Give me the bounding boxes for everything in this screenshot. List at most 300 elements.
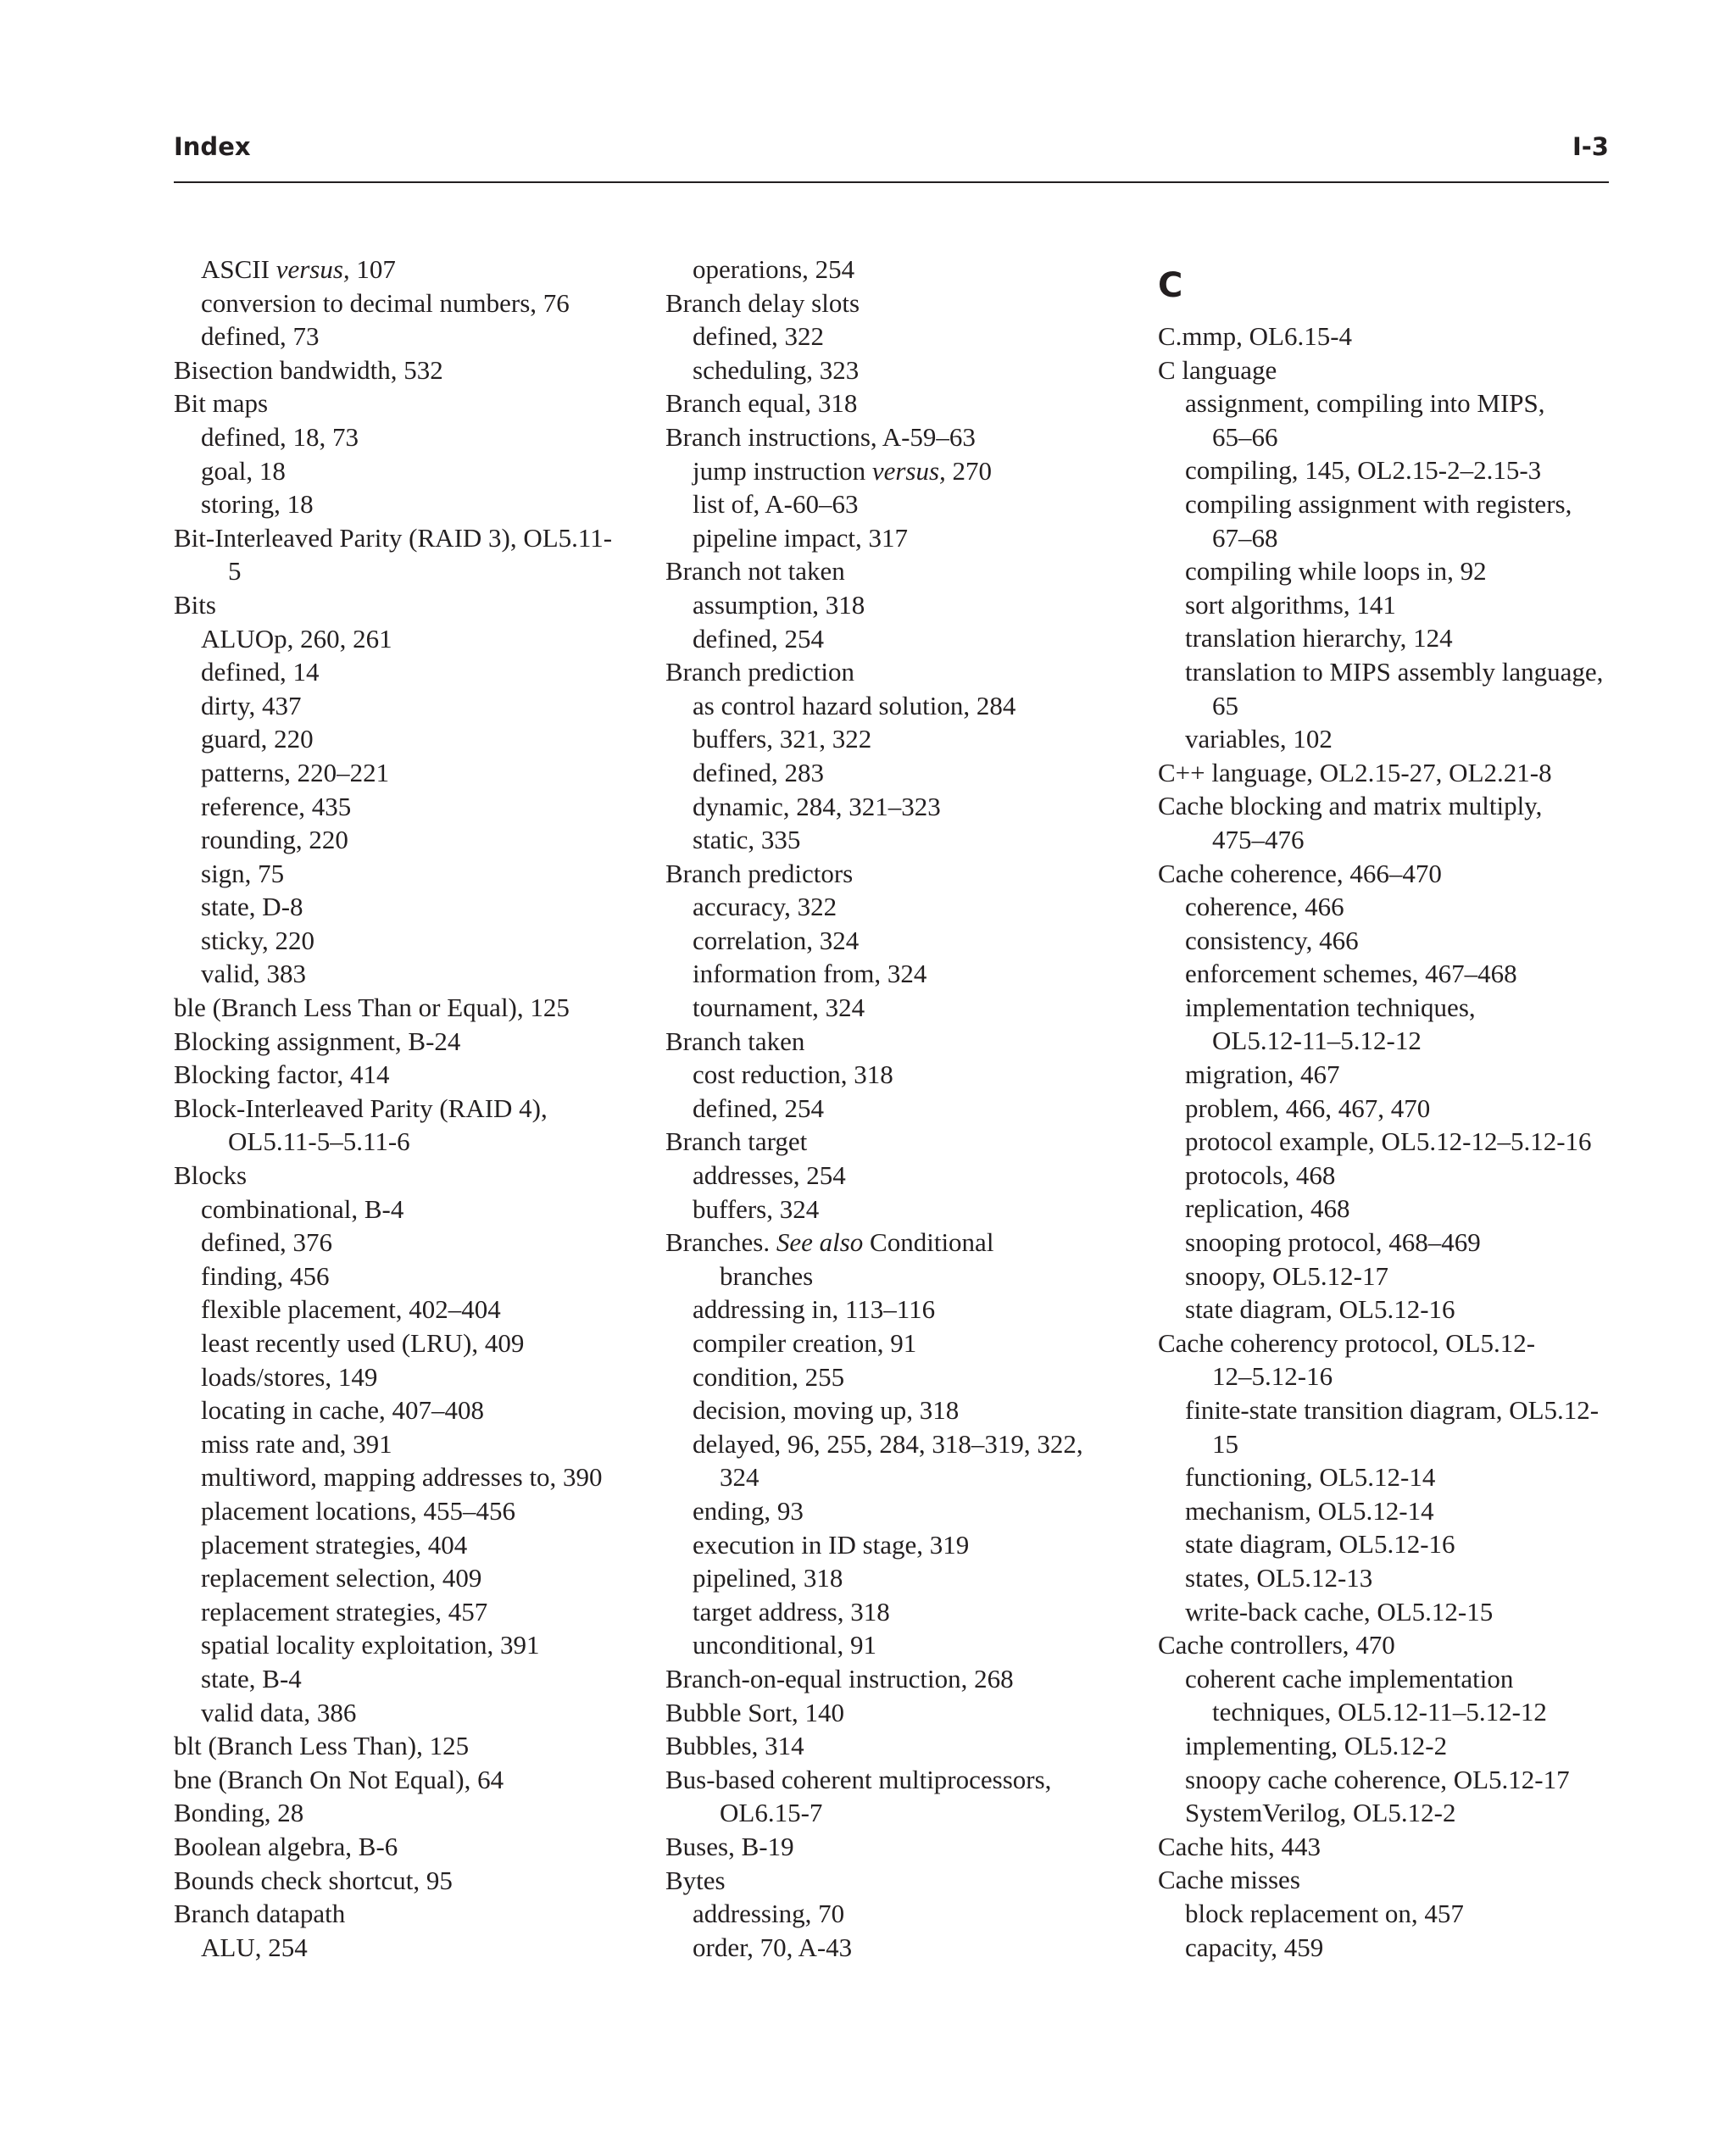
index-subentry xyxy=(174,1494,648,1528)
index-subentry xyxy=(665,320,1140,353)
entry-text: 65–66 xyxy=(1212,421,1278,452)
index-subentry xyxy=(665,1528,1140,1562)
index-subentry xyxy=(1158,420,1616,454)
index-subentry xyxy=(174,1561,648,1595)
entry-text: Blocking factor, 414 xyxy=(174,1059,390,1090)
entry-text: techniques, OL5.12-11–5.12-12 xyxy=(1212,1697,1547,1727)
entry-text: defined, 376 xyxy=(201,1227,332,1258)
index-entry xyxy=(665,1763,1140,1797)
index-subentry xyxy=(174,1528,648,1562)
entry-text: pipeline impact, 317 xyxy=(693,522,908,553)
entry-text: state, B-4 xyxy=(201,1663,302,1693)
index-entry xyxy=(1158,353,1616,387)
index-subentry xyxy=(174,1460,648,1494)
entry-text: defined, 73 xyxy=(201,321,320,352)
entry-text: operations, 254 xyxy=(693,254,855,284)
index-entry xyxy=(1158,1863,1616,1897)
index-entry xyxy=(665,1796,1140,1830)
index-subentry xyxy=(1158,1427,1616,1461)
index-subentry xyxy=(1158,621,1616,655)
entry-text: buffers, 321, 322 xyxy=(693,724,872,754)
index-subentry xyxy=(174,924,648,958)
index-subentry xyxy=(665,890,1140,924)
index-column-3 xyxy=(1158,253,1616,1964)
entry-text: 107 xyxy=(349,254,396,284)
entry-text: Boolean algebra, B-6 xyxy=(174,1831,398,1861)
entry-text: list of, A-60–63 xyxy=(693,489,859,520)
entry-text: 5 xyxy=(228,556,242,587)
index-subentry xyxy=(174,1427,648,1461)
index-subentry xyxy=(174,622,648,656)
index-subentry xyxy=(665,521,1140,555)
entry-text: decision, moving up, 318 xyxy=(693,1395,960,1426)
index-subentry xyxy=(174,1931,648,1965)
entry-text: ending, 93 xyxy=(693,1495,804,1526)
entry-text: cost reduction, 318 xyxy=(693,1059,893,1090)
entry-text: tournament, 324 xyxy=(693,993,865,1023)
index-subentry xyxy=(174,655,648,689)
index-subentry xyxy=(1158,1494,1616,1528)
index-subentry xyxy=(665,1393,1140,1427)
index-entry xyxy=(174,386,648,420)
index-subentry xyxy=(1158,1092,1616,1126)
index-subentry xyxy=(174,420,648,454)
index-subentry xyxy=(1158,1125,1616,1159)
entry-text: translation to MIPS assembly language, xyxy=(1185,656,1604,687)
section-letter: C xyxy=(1158,266,1183,305)
entry-text: write-back cache, OL5.12-15 xyxy=(1185,1596,1494,1627)
entry-text: branches xyxy=(720,1260,814,1291)
header-rule xyxy=(174,181,1609,183)
index-subentry xyxy=(665,1326,1140,1360)
entry-text: bne (Branch On Not Equal), 64 xyxy=(174,1764,504,1794)
entry-text: snooping protocol, 468–469 xyxy=(1185,1227,1481,1258)
index-subentry xyxy=(665,1931,1140,1965)
index-entry xyxy=(174,1092,648,1126)
index-subentry xyxy=(1158,1695,1616,1729)
entry-text: unconditional, 91 xyxy=(693,1630,876,1660)
entry-text: conversion to decimal numbers, 76 xyxy=(201,287,570,318)
index-entry xyxy=(665,286,1140,320)
entry-text: defined, 18, 73 xyxy=(201,421,359,452)
index-subentry xyxy=(1158,1058,1616,1092)
index-subentry xyxy=(1158,1460,1616,1494)
index-subentry xyxy=(665,588,1140,622)
entry-text: dirty, 437 xyxy=(201,690,302,720)
entry-text: 12–5.12-16 xyxy=(1212,1361,1333,1392)
index-subentry xyxy=(665,1193,1140,1226)
index-subentry xyxy=(1158,1763,1616,1797)
entry-text: Branch delay slots xyxy=(665,287,860,318)
index-subentry xyxy=(665,756,1140,790)
index-subentry xyxy=(174,1226,648,1260)
index-subentry xyxy=(1158,1293,1616,1326)
entry-text: state diagram, OL5.12-16 xyxy=(1185,1294,1455,1325)
entry-text: protocol example, OL5.12-12–5.12-16 xyxy=(1185,1126,1592,1157)
entry-text: compiling assignment with registers, xyxy=(1185,488,1572,519)
entry-text: enforcement schemes, 467–468 xyxy=(1185,959,1517,989)
entry-text: protocols, 468 xyxy=(1185,1159,1336,1190)
entry-text: static, 335 xyxy=(693,825,801,855)
entry-text: defined, 283 xyxy=(693,757,824,787)
entry-text: versus, xyxy=(275,254,350,284)
index-subentry xyxy=(1158,890,1616,924)
entry-text: Cache misses xyxy=(1158,1865,1300,1895)
index-subentry xyxy=(665,1628,1140,1662)
entry-text: Branch predictors xyxy=(665,858,854,888)
index-subentry xyxy=(1158,487,1616,521)
index-subentry xyxy=(1158,689,1616,723)
entry-text: versus, xyxy=(871,455,946,486)
entry-text: defined, 254 xyxy=(693,623,824,653)
index-entry xyxy=(174,1058,648,1092)
entry-text: C language xyxy=(1158,354,1277,385)
index-subentry xyxy=(665,1360,1140,1394)
index-subentry xyxy=(665,1494,1140,1528)
entry-text: finite-state transition diagram, OL5.12- xyxy=(1185,1395,1600,1425)
page-number: I-3 xyxy=(1572,132,1609,161)
index-entry xyxy=(665,1025,1140,1059)
index-subentry xyxy=(174,1595,648,1629)
entry-text: storing, 18 xyxy=(201,489,314,520)
entry-text: C.mmp, OL6.15-4 xyxy=(1158,321,1353,351)
index-subentry xyxy=(1158,386,1616,420)
index-subentry xyxy=(665,1092,1140,1126)
index-subentry xyxy=(174,823,648,857)
index-subentry xyxy=(174,957,648,991)
index-subentry xyxy=(1158,554,1616,588)
entry-text: implementation techniques, xyxy=(1185,992,1476,1022)
index-subentry xyxy=(665,1427,1140,1461)
index-subentry xyxy=(174,1326,648,1360)
index-subentry xyxy=(665,924,1140,958)
index-subentry xyxy=(665,991,1140,1025)
index-entry xyxy=(665,1125,1140,1159)
entry-text: replacement strategies, 457 xyxy=(201,1596,488,1627)
index-subentry xyxy=(665,487,1140,521)
index-entry xyxy=(174,1830,648,1864)
entry-text: addresses, 254 xyxy=(693,1160,846,1191)
entry-text: Branch taken xyxy=(665,1026,805,1056)
index-subentry xyxy=(174,1628,648,1662)
entry-text: snoopy cache coherence, OL5.12-17 xyxy=(1185,1764,1570,1794)
index-entry xyxy=(174,1796,648,1830)
entry-text: assumption, 318 xyxy=(693,589,865,620)
entry-text: Branch-on-equal instruction, 268 xyxy=(665,1663,1014,1693)
index-entry xyxy=(665,386,1140,420)
index-entry xyxy=(174,1864,648,1898)
entry-text: Blocking assignment, B-24 xyxy=(174,1026,461,1056)
index-subentry xyxy=(665,622,1140,656)
entry-text: Buses, B-19 xyxy=(665,1831,794,1861)
entry-text: Conditional xyxy=(863,1227,994,1258)
index-entry xyxy=(174,1125,648,1159)
index-column-2 xyxy=(665,253,1140,1964)
entry-text: variables, 102 xyxy=(1185,724,1333,754)
entry-text: jump instruction xyxy=(693,455,872,486)
index-subentry xyxy=(1158,722,1616,756)
index-entry xyxy=(665,1830,1140,1864)
index-subentry xyxy=(665,454,1140,488)
entry-text: defined, 322 xyxy=(693,321,824,352)
index-entry xyxy=(1158,320,1616,353)
running-head-title: Index xyxy=(174,132,251,161)
entry-text: mechanism, OL5.12-14 xyxy=(1185,1495,1434,1526)
index-subentry xyxy=(665,689,1140,723)
entry-text: Cache coherence, 466–470 xyxy=(1158,858,1442,888)
index-subentry xyxy=(174,689,648,723)
index-entry xyxy=(174,1763,648,1797)
entry-text: translation hierarchy, 124 xyxy=(1185,623,1453,653)
index-subentry xyxy=(665,1561,1140,1595)
entry-text: assignment, compiling into MIPS, xyxy=(1185,388,1545,419)
index-subentry xyxy=(665,823,1140,857)
index-subentry xyxy=(1158,1360,1616,1393)
index-subentry xyxy=(1158,1192,1616,1226)
entry-text: sticky, 220 xyxy=(201,925,315,955)
index-entry xyxy=(1158,1326,1616,1360)
entry-text: target address, 318 xyxy=(693,1596,890,1627)
entry-text: Branch target xyxy=(665,1126,808,1157)
entry-text: C++ language, OL2.15-27, OL2.21-8 xyxy=(1158,757,1552,787)
entry-text: valid, 383 xyxy=(201,959,306,989)
entry-text: migration, 467 xyxy=(1185,1059,1340,1090)
entry-text: Branch equal, 318 xyxy=(665,388,858,419)
entry-text: states, OL5.12-13 xyxy=(1185,1562,1373,1593)
entry-text: flexible placement, 402–404 xyxy=(201,1294,501,1325)
index-entry xyxy=(1158,857,1616,891)
entry-text: Bit maps xyxy=(174,388,269,419)
index-entry xyxy=(665,1662,1140,1696)
entry-text: placement strategies, 404 xyxy=(201,1529,468,1560)
entry-text: locating in cache, 407–408 xyxy=(201,1395,485,1426)
index-subentry xyxy=(174,1360,648,1394)
entry-text: least recently used (LRU), 409 xyxy=(201,1328,525,1358)
entry-text: pipelined, 318 xyxy=(693,1563,843,1593)
index-subentry xyxy=(1158,588,1616,622)
entry-text: state, D-8 xyxy=(201,892,303,922)
index-subentry xyxy=(1158,1561,1616,1595)
entry-text: Branch not taken xyxy=(665,556,845,587)
entry-text: ALUOp, 260, 261 xyxy=(201,623,392,653)
index-subentry xyxy=(1158,1159,1616,1193)
entry-text: OL5.12-11–5.12-12 xyxy=(1212,1026,1422,1056)
index-subentry xyxy=(665,253,1140,286)
index-entry xyxy=(665,1729,1140,1763)
entry-text: ALU, 254 xyxy=(201,1932,308,1962)
entry-text: information from, 324 xyxy=(693,959,927,989)
index-entry xyxy=(665,1696,1140,1730)
entry-text: valid data, 386 xyxy=(201,1697,357,1727)
index-subentry xyxy=(1158,1226,1616,1260)
index-entry xyxy=(665,655,1140,689)
entry-text: OL5.11-5–5.11-6 xyxy=(228,1126,410,1157)
entry-text: combinational, B-4 xyxy=(201,1193,404,1224)
entry-text: snoopy, OL5.12-17 xyxy=(1185,1260,1388,1291)
entry-text: functioning, OL5.12-14 xyxy=(1185,1462,1436,1493)
index-entry xyxy=(1158,756,1616,790)
entry-text: loads/stores, 149 xyxy=(201,1361,378,1392)
index-subentry xyxy=(174,286,648,320)
entry-text: replication, 468 xyxy=(1185,1193,1350,1224)
entry-text: defined, 254 xyxy=(693,1093,824,1123)
index-subentry xyxy=(665,1159,1140,1193)
index-subentry xyxy=(665,1897,1140,1931)
entry-text: problem, 466, 467, 470 xyxy=(1185,1093,1431,1123)
entry-text: Bus-based coherent multiprocessors, xyxy=(665,1764,1052,1794)
entry-text: compiler creation, 91 xyxy=(693,1328,917,1358)
entry-text: sign, 75 xyxy=(201,858,285,888)
entry-text: ble (Branch Less Than or Equal), 125 xyxy=(174,993,570,1023)
entry-text: Bounds check shortcut, 95 xyxy=(174,1865,453,1895)
index-subentry xyxy=(174,1193,648,1226)
entry-text: order, 70, A-43 xyxy=(693,1932,853,1962)
index-entry xyxy=(665,1260,1140,1293)
index-entry xyxy=(174,1025,648,1059)
entry-text: addressing, 70 xyxy=(693,1899,845,1929)
index-subentry xyxy=(174,1662,648,1696)
entry-text: multiword, mapping addresses to, 390 xyxy=(201,1462,603,1493)
entry-text: compiling while loops in, 92 xyxy=(1185,556,1487,587)
index-subentry xyxy=(174,1260,648,1293)
entry-text: dynamic, 284, 321–323 xyxy=(693,791,941,821)
entry-text: state diagram, OL5.12-16 xyxy=(1185,1529,1455,1560)
entry-text: scheduling, 323 xyxy=(693,354,860,385)
index-entry xyxy=(174,353,648,387)
index-entry xyxy=(665,1226,1140,1260)
index-entry xyxy=(1158,1628,1616,1662)
entry-text: OL6.15-7 xyxy=(720,1798,823,1828)
entry-text: Branches. xyxy=(665,1227,776,1258)
entry-text: goal, 18 xyxy=(201,455,286,486)
entry-text: blt (Branch Less Than), 125 xyxy=(174,1731,470,1761)
index-entry xyxy=(174,588,648,622)
index-subentry xyxy=(1158,1729,1616,1763)
index-subentry xyxy=(174,454,648,488)
index-subentry xyxy=(174,756,648,790)
entry-text: execution in ID stage, 319 xyxy=(693,1529,970,1560)
entry-text: correlation, 324 xyxy=(693,925,860,955)
entry-text: block replacement on, 457 xyxy=(1185,1898,1464,1928)
index-subentry xyxy=(1158,1662,1616,1696)
entry-text: Branch prediction xyxy=(665,657,854,687)
index-subentry xyxy=(1158,924,1616,958)
entry-text: capacity, 459 xyxy=(1185,1932,1324,1962)
entry-text: reference, 435 xyxy=(201,791,352,821)
index-subentry xyxy=(1158,1260,1616,1293)
index-subentry xyxy=(174,890,648,924)
entry-text: rounding, 220 xyxy=(201,825,348,855)
entry-text: replacement selection, 409 xyxy=(201,1563,482,1593)
index-subentry xyxy=(174,1393,648,1427)
entry-text: miss rate and, 391 xyxy=(201,1428,392,1459)
entry-text: placement locations, 455–456 xyxy=(201,1495,516,1526)
entry-text: Bubbles, 314 xyxy=(665,1731,804,1761)
entry-text: Bonding, 28 xyxy=(174,1798,304,1828)
entry-text: 324 xyxy=(720,1462,760,1493)
entry-text: ASCII xyxy=(201,254,276,284)
entry-text: Cache coherency protocol, OL5.12- xyxy=(1158,1327,1536,1358)
entry-text: patterns, 220–221 xyxy=(201,757,390,787)
entry-text: condition, 255 xyxy=(693,1361,845,1392)
index-column-1 xyxy=(174,253,648,1964)
index-subentry xyxy=(174,487,648,521)
entry-text: Cache blocking and matrix multiply, xyxy=(1158,791,1543,821)
entry-text: finding, 456 xyxy=(201,1260,330,1291)
entry-text: Bytes xyxy=(665,1865,726,1895)
entry-text: compiling, 145, OL2.15-2–2.15-3 xyxy=(1185,455,1542,486)
index-subentry xyxy=(1158,957,1616,991)
index-subentry xyxy=(1158,1796,1616,1830)
entry-text: 67–68 xyxy=(1212,522,1278,553)
index-subentry xyxy=(174,253,648,286)
index-subentry xyxy=(665,957,1140,991)
index-subentry xyxy=(665,1058,1140,1092)
index-subentry xyxy=(665,353,1140,387)
entry-text: Cache hits, 443 xyxy=(1158,1831,1321,1861)
entry-text: 270 xyxy=(945,455,993,486)
index-entry xyxy=(174,991,648,1025)
index-subentry xyxy=(1158,521,1616,555)
index-entry xyxy=(1158,823,1616,857)
entry-text: buffers, 324 xyxy=(693,1193,820,1224)
index-subentry xyxy=(665,1293,1140,1326)
entry-text: as control hazard solution, 284 xyxy=(693,690,1016,720)
index-subentry xyxy=(1158,655,1616,689)
entry-text: Branch datapath xyxy=(174,1899,346,1929)
index-subentry xyxy=(1158,1595,1616,1629)
index-entry xyxy=(174,554,648,588)
entry-text: coherence, 466 xyxy=(1185,892,1344,922)
index-entry xyxy=(665,1864,1140,1898)
index-subentry xyxy=(174,320,648,353)
index-entry xyxy=(665,857,1140,891)
index-entry xyxy=(174,1897,648,1931)
index-subentry xyxy=(1158,453,1616,487)
index-subentry xyxy=(1158,1897,1616,1931)
entry-text: coherent cache implementation xyxy=(1185,1663,1514,1693)
index-entry xyxy=(1158,789,1616,823)
entry-text: 65 xyxy=(1212,690,1238,720)
index-subentry xyxy=(665,1595,1140,1629)
index-subentry xyxy=(174,1293,648,1326)
index-subentry xyxy=(1158,1931,1616,1965)
index-entry xyxy=(665,554,1140,588)
entry-text: Block-Interleaved Parity (RAID 4), xyxy=(174,1093,548,1123)
entry-text: See also xyxy=(776,1227,864,1258)
entry-text: spatial locality exploitation, 391 xyxy=(201,1630,540,1660)
index-entry xyxy=(174,521,648,555)
entry-text: Branch instructions, A-59–63 xyxy=(665,421,976,452)
index-subentry xyxy=(174,722,648,756)
entry-text: Cache controllers, 470 xyxy=(1158,1630,1395,1660)
entry-text: Bits xyxy=(174,589,216,620)
index-subentry xyxy=(665,790,1140,824)
entry-text: SystemVerilog, OL5.12-2 xyxy=(1185,1798,1456,1828)
index-subentry xyxy=(174,790,648,824)
index-entry xyxy=(1158,1830,1616,1864)
index-subentry xyxy=(665,1460,1140,1494)
entry-text: consistency, 466 xyxy=(1185,925,1359,955)
entry-text: 475–476 xyxy=(1212,824,1305,854)
entry-text: sort algorithms, 141 xyxy=(1185,589,1396,620)
index-entry xyxy=(174,1159,648,1193)
index-subentry xyxy=(665,722,1140,756)
entry-text: 15 xyxy=(1212,1428,1238,1459)
index-subentry xyxy=(1158,1024,1616,1058)
index-subentry xyxy=(174,857,648,891)
entry-text: Bisection bandwidth, 532 xyxy=(174,354,443,385)
